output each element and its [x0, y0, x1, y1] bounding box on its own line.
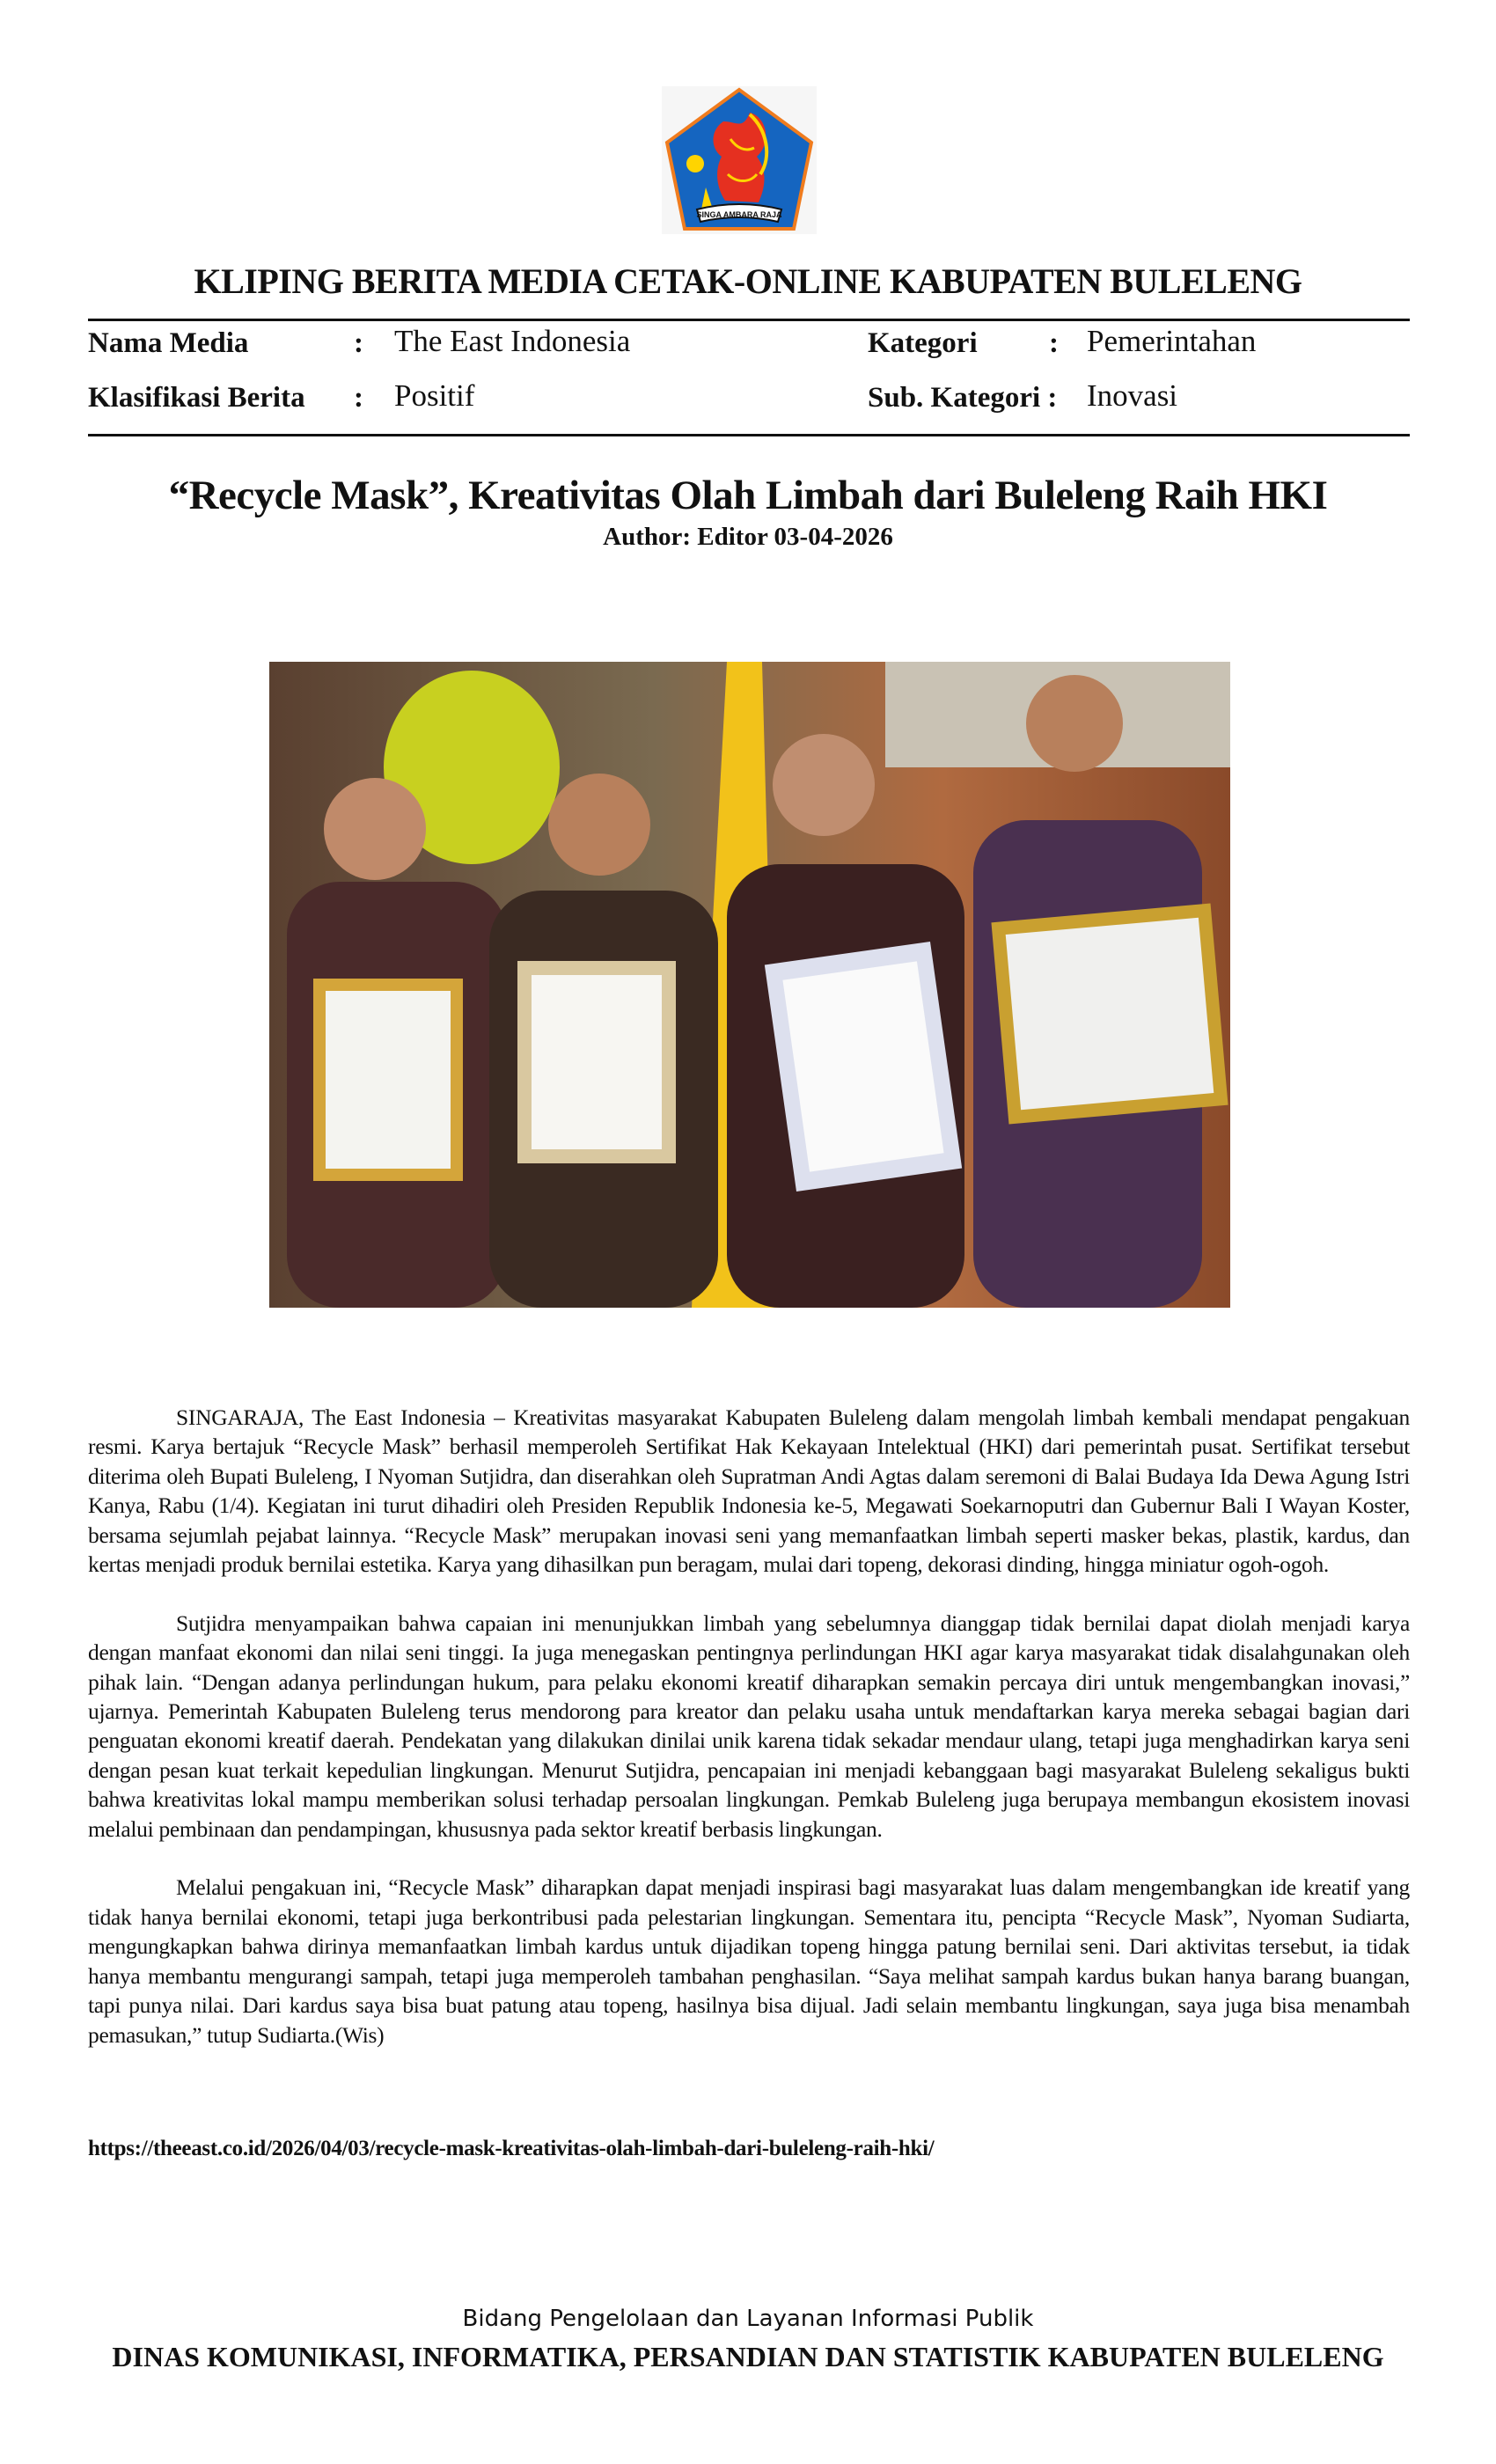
divider — [88, 319, 1410, 321]
article-paragraph: Melalui pengakuan ini, “Recycle Mask” diharapkan dapat menjadi inspirasi bagi masyarakat luas dalam mengembangkan ide kreatif yang tidak hanya bernilai ekonomi, tetapi juga berkontribusi pada pelestarian lingkungan. Sementara itu, pencipta “Recycle Mask”, Nyoman Sudiarta, mengungkapkan bahwa dirinya memanfaatkan limbah kardus untuk dijadikan topeng hingga patung bernilai seni. Dari aktivitas tersebut, ia tidak hanya membantu mengurangi sampah, tetapi juga memperoleh tambahan penghasilan. “Saya melihat sampah kardus bukan hanya barang buangan, tapi punya nilai. Dari kardus saya bisa buat patung atau topeng, hasilnya bisa dijual. Jadi selain membantu lingkungan, saya juga bisa menambah pemasukan,” tutup Sudiarta.(Wis) — [88, 1874, 1410, 2048]
category-label: Kategori — [868, 327, 978, 359]
svg-text:SINGA AMBARA RAJA: SINGA AMBARA RAJA — [696, 210, 782, 219]
buleleng-emblem-logo — [662, 86, 817, 234]
sub-category-label: Sub. Kategori : — [868, 382, 1058, 414]
colon: : — [1049, 327, 1059, 359]
article-paragraph: SINGARAJA, The East Indonesia – Kreativitas masyarakat Kabupaten Buleleng dalam mengolah limbah kembali mendapat pengakuan resmi. Karya bertajuk “Recycle Mask” berhasil memperoleh Sertifikat Hak Kekayaan Intelektual (HKI) dari pemerintah pusat. Sertifikat tersebut diterima oleh Bupati Buleleng, I Nyoman Sutjidra, dan diserahkan oleh Supratman Andi Agtas dalam seremoni di Balai Budaya Ida Dewa Agung Istri Kanya, Rabu (1/4). Kegiatan ini turut dihadiri oleh Presiden Republik Indonesia ke-5, Megawati Soekarnoputri dan Gubernur Bali I Wayan Koster, bersama sejumlah pejabat lainnya. “Recycle Mask” merupakan inovasi seni yang memanfaatkan limbah seperti masker bekas, plastik, kardus, dan kertas menjadi produk bernilai estetika. Karya yang dihasilkan pun beragam, mulai dari topeng, dekorasi dinding, hingga miniatur ogoh-ogoh. — [88, 1404, 1410, 1578]
colon: : — [354, 327, 363, 359]
divider — [88, 434, 1410, 436]
media-name-label: Nama Media — [88, 327, 249, 359]
article-title: “Recycle Mask”, Kreativitas Olah Limbah dari Buleleng Raih HKI — [168, 473, 1328, 518]
source-url-link[interactable]: https://theeast.co.id/2026/04/03/recycle-mask-kreativitas-olah-limbah-dari-buleleng-raih-hki/ — [88, 2137, 935, 2160]
sub-category-value: Inovasi — [1087, 378, 1178, 413]
classification-value: Positif — [394, 378, 475, 413]
article-photo — [269, 662, 1230, 1308]
media-name-value: The East Indonesia — [394, 324, 631, 358]
article-body — [88, 1403, 1410, 2079]
footer-department: Bidang Pengelolaan dan Layanan Informasi Publik — [462, 2306, 1034, 2332]
classification-label: Klasifikasi Berita — [88, 382, 305, 414]
clipping-header-title: KLIPING BERITA MEDIA CETAK-ONLINE KABUPATEN BULELENG — [194, 261, 1302, 301]
category-value: Pemerintahan — [1087, 324, 1257, 358]
footer-agency: DINAS KOMUNIKASI, INFORMATIKA, PERSANDIAN DAN STATISTIK KABUPATEN BULELENG — [112, 2341, 1384, 2372]
article-author-date: Author: Editor 03-04-2026 — [603, 523, 893, 551]
article-paragraph: Sutjidra menyampaikan bahwa capaian ini menunjukkan limbah yang sebelumnya dianggap tidak bernilai dapat diolah menjadi karya dengan manfaat ekonomi dan nilai seni tinggi. Ia juga menegaskan pentingnya perlindungan HKI agar karya masyarakat tidak disalahgunakan oleh pihak lain. “Dengan adanya perlindungan hukum, para pelaku ekonomi kreatif diharapkan semakin percaya diri untuk mengembangkan inovasi,” ujarnya. Pemerintah Kabupaten Buleleng terus mendorong para kreator dan pelaku usaha untuk mendaftarkan karya mereka sebagai bagian dari penguatan ekonomi kreatif daerah. Pendekatan yang dilakukan dinilai unik karena tidak sekadar mendaur ulang, tetapi juga menghadirkan karya seni dengan pesan kuat terkait kepedulian lingkungan. Menurut Sutjidra, pencapaian ini menjadi kebanggaan bagi masyarakat Buleleng sekaligus bukti bahwa kreativitas lokal mampu memberikan solusi terhadap persoalan lingkungan. Pemkab Buleleng juga berupaya membangun ekosistem inovasi melalui pembinaan dan pendampingan, khususnya pada sektor kreatif berbasis lingkungan. — [88, 1610, 1410, 1842]
colon: : — [354, 382, 363, 414]
